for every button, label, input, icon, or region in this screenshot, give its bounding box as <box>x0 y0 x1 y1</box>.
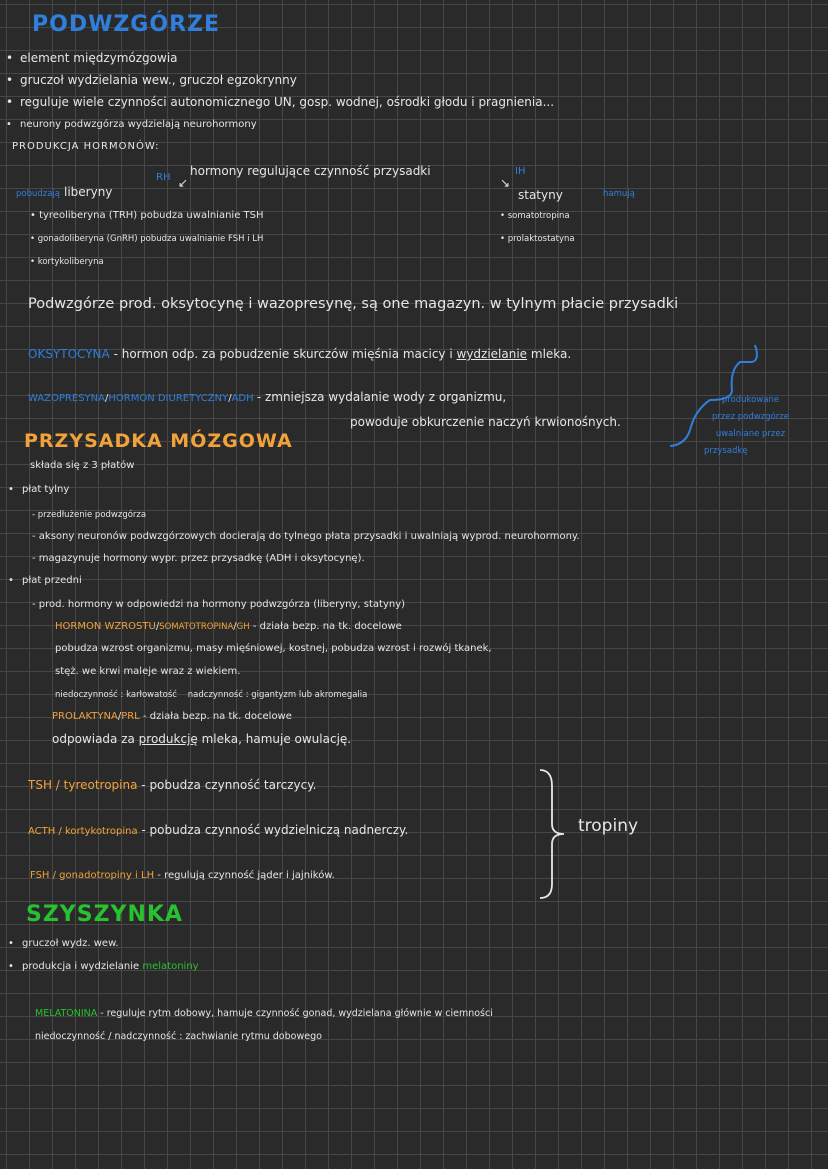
bullet: • gruczoł wydz. wew. <box>8 938 119 949</box>
stimulate-label: pobudzają <box>16 189 61 199</box>
arrow-right-icon: ↘ <box>500 176 511 190</box>
title-podwzgorze: PODWZGÓRZE <box>32 12 220 37</box>
przedni-item: - prod. hormony w odpowiedzi na hormony podwzgórza (liberyny, statyny) <box>32 599 406 610</box>
tylny-item: - przedłużenie podwzgórza <box>32 510 147 520</box>
title-przysadka: PRZYSADKA MÓZGOWA <box>24 430 293 452</box>
statyny-item: • somatotropina <box>500 211 570 221</box>
bullet: • reguluje wiele czynności autonomicznego UN, gosp. wodnej, ośrodki głodu i pragnienia... <box>6 95 555 109</box>
bullet: • produkcja i wydzielanie melatoniny <box>8 961 199 972</box>
melatonin-desc: niedoczynność / nadczynność : zachwianie rytmu dobowego <box>35 1031 322 1042</box>
liberyny-item: • tyreoliberyna (TRH) pobudza uwalnianie TSH <box>30 210 264 221</box>
bullet: • neurony podwzgórza wydzielają neurohormony <box>6 119 257 130</box>
liberyny-item: • kortykoliberyna <box>30 257 104 267</box>
rh-label: RH <box>156 172 171 183</box>
gh-line: HORMON WZROSTU/SOMATOTROPINA/GH - działa bezp. na tk. docelowe <box>55 621 402 632</box>
side-note: produkowane przez podwzgórze uwalniane przez przysadkę <box>704 395 789 456</box>
prl-desc: odpowiada za produkcję mleka, hamuje owulację. <box>52 732 352 746</box>
production-heading: PRODUKCJA HORMONÓW: <box>12 141 160 152</box>
regulating-label: hormony regulujące czynność przysadki <box>190 164 431 178</box>
title-szyszynka: SZYSZYNKA <box>26 902 183 927</box>
liberyny-item: • gonadoliberyna (GnRH) pobudza uwalnianie FSH i LH <box>30 234 264 244</box>
fsh-line: FSH / gonadotropiny i LH - regulują czynność jąder i jajników. <box>30 870 335 881</box>
tsh-line: TSH / tyreotropina - pobudza czynność tarczycy. <box>28 778 317 792</box>
brace-icon <box>530 766 580 902</box>
bullet: • gruczoł wydzielania wew., gruczoł egzokrynny <box>6 73 297 87</box>
vasopressin-line: WAZOPRESYNA/HORMON DIURETYCZNY/ADH - zmniejsza wydalanie wody z organizmu, <box>28 390 507 404</box>
tylny-heading: • płat tylny <box>8 484 70 495</box>
przedni-heading: • płat przedni <box>8 575 82 586</box>
statyny-item: • prolaktostatyna <box>500 234 575 244</box>
gh-desc: niedoczynność : karłowatość nadczynność : gigantyzm lub akromegalia <box>55 690 368 700</box>
tylny-item: - magazynuje hormony wypr. przez przysadkę (ADH i oksytocynę). <box>32 553 365 564</box>
oxytocin-line: OKSYTOCYNA - hormon odp. za pobudzenie skurczów mięśnia macicy i wydzielanie mleka. <box>28 347 572 361</box>
gh-desc: pobudza wzrost organizmu, masy mięśniowej, kostnej, pobudza wzrost i rozwój tkanek, <box>55 643 492 654</box>
statyny-label: statyny <box>518 188 563 202</box>
bullet: • element międzymózgowia <box>6 51 178 65</box>
prl-line: PROLAKTYNA/PRL - działa bezp. na tk. docelowe <box>52 711 292 722</box>
intro: składa się z 3 płatów <box>30 460 135 471</box>
tropiny-label: tropiny <box>578 816 639 836</box>
gh-desc: stęż. we krwi maleje wraz z wiekiem. <box>55 666 241 677</box>
storage-note: Podwzgórze prod. oksytocynę i wazopresynę, są one magazyn. w tylnym płacie przysadki <box>28 296 679 312</box>
tylny-item: - aksony neuronów podwzgórzowych docierają do tylnego płata przysadki i uwalniają wyprod. neurohormony. <box>32 531 580 542</box>
liberyny-label: liberyny <box>64 185 113 199</box>
arrow-left-icon: ↙ <box>178 176 189 190</box>
ih-label: IH <box>515 166 526 177</box>
melatonin-line: MELATONINA - reguluje rytm dobowy, hamuje czynność gonad, wydzielana głównie w ciemności <box>35 1008 493 1019</box>
vasopressin-line-2: powoduje obkurczenie naczyń krwionośnych. <box>350 415 621 429</box>
acth-line: ACTH / kortykotropina - pobudza czynność wydzielniczą nadnerczy. <box>28 823 409 837</box>
inhibit-label: hamują <box>603 189 635 199</box>
